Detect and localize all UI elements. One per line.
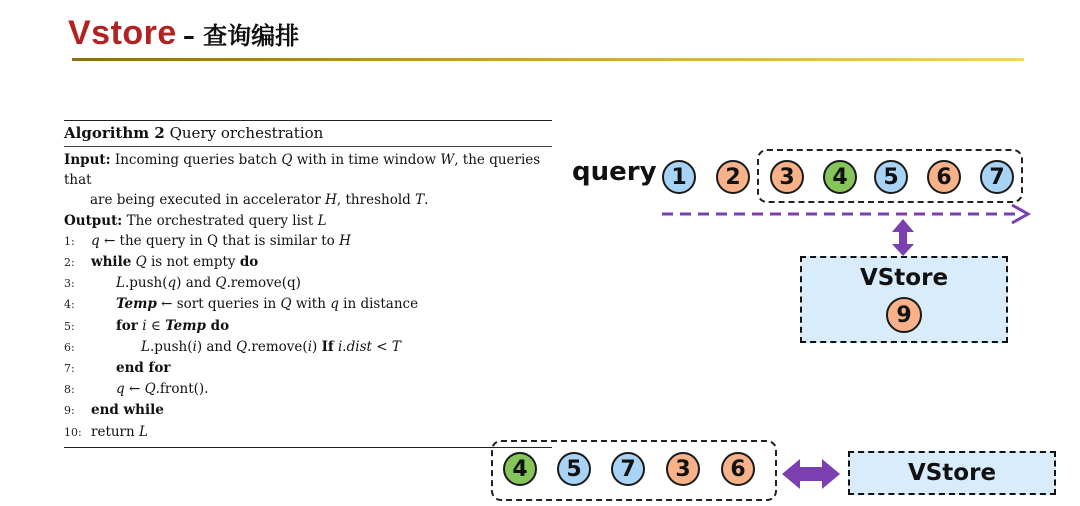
code-keyword: do xyxy=(205,317,230,334)
code-token: in distance xyxy=(338,296,419,313)
algo-line xyxy=(64,337,552,358)
ordered-query-circle: 6 xyxy=(721,452,755,486)
line-number: 10: xyxy=(64,425,82,439)
ordered-query-circle: 7 xyxy=(611,452,645,486)
algo-line xyxy=(64,316,552,337)
code-token: i xyxy=(307,338,313,355)
ordered-query-circle: 5 xyxy=(557,452,591,486)
line-number: 8: xyxy=(64,383,75,397)
line-number: 9: xyxy=(64,404,75,418)
vstore-query-circle: 9 xyxy=(886,297,922,333)
input-text: . xyxy=(424,192,429,209)
input-text: with in time window xyxy=(296,152,437,168)
line-number: 3: xyxy=(64,277,75,291)
algo-line xyxy=(64,294,552,315)
input-text: , threshold xyxy=(336,192,411,209)
input-label: Input: xyxy=(64,152,111,168)
code-token: L xyxy=(139,423,148,440)
algorithm-box xyxy=(64,120,552,448)
code-token: .push( xyxy=(149,338,193,355)
code-token: q xyxy=(116,381,125,398)
line-number: 5: xyxy=(64,319,75,333)
query-label: query xyxy=(572,157,657,187)
code-keyword: If xyxy=(321,338,334,355)
ordered-query-circle: 3 xyxy=(666,452,700,486)
query-circle: 5 xyxy=(874,160,908,194)
algo-line xyxy=(64,400,552,421)
code-keyword: do xyxy=(239,254,259,271)
algo-line xyxy=(64,379,552,400)
code-token: i xyxy=(192,338,197,355)
algorithm-name: Query orchestration xyxy=(169,124,324,142)
line-number: 1: xyxy=(64,234,75,248)
line-number: 2: xyxy=(64,256,75,270)
algorithm-output xyxy=(64,211,552,231)
code-token: ← sort queries in xyxy=(156,296,281,313)
code-token: ) and xyxy=(176,275,216,292)
code-token: ) and xyxy=(196,338,237,355)
code-token: L xyxy=(141,338,150,355)
output-text: The orchestrated query list xyxy=(126,212,314,229)
line-number: 6: xyxy=(64,340,75,354)
code-token: .push( xyxy=(124,275,168,292)
code-token: Q xyxy=(280,296,292,313)
code-token: Temp xyxy=(165,317,206,334)
code-token: q xyxy=(167,275,177,292)
query-circle: 1 xyxy=(662,160,696,194)
code-keyword: for xyxy=(116,317,138,334)
code-token: Q xyxy=(215,275,227,292)
code-token: .remove(q) xyxy=(226,275,301,292)
code-token: with xyxy=(291,296,331,313)
vstore-bottom-label: VStore xyxy=(907,460,997,486)
query-circle: 3 xyxy=(770,160,804,194)
code-keyword: end for xyxy=(116,360,171,377)
query-circle: 7 xyxy=(980,160,1014,194)
slide-title xyxy=(68,14,299,53)
algorithm-bottom-rule xyxy=(64,447,552,448)
input-text: are being executed in accelerator xyxy=(90,192,321,209)
title-sub: – 查询编排 xyxy=(182,22,300,50)
title-underline xyxy=(72,58,1024,61)
input-var: T xyxy=(415,192,425,209)
algo-line xyxy=(64,252,552,273)
input-text: Incoming queries batch xyxy=(114,152,278,168)
query-circle: 4 xyxy=(823,160,857,194)
algorithm-body xyxy=(64,147,552,443)
code-token: < xyxy=(371,338,392,355)
code-token: Q xyxy=(236,338,248,355)
code-token: q xyxy=(91,232,100,249)
input-var: W xyxy=(440,152,455,168)
code-token: ← xyxy=(124,381,145,398)
code-token: ← the query in Q that is similar to xyxy=(99,232,340,249)
line-number: 7: xyxy=(64,362,75,376)
input-var: H xyxy=(325,192,337,209)
code-token: .remove( xyxy=(247,338,308,355)
ordered-query-circle: 4 xyxy=(503,452,537,486)
input-var: Q xyxy=(281,152,293,168)
algorithm-input xyxy=(64,150,552,190)
output-label: Output: xyxy=(64,212,123,229)
code-keyword: while xyxy=(91,254,132,271)
code-token: Temp xyxy=(116,296,157,313)
query-circle: 2 xyxy=(716,160,750,194)
title-main: Vstore xyxy=(68,14,177,52)
vstore-label: VStore xyxy=(859,265,949,291)
query-circle: 6 xyxy=(927,160,961,194)
code-token: .front(). xyxy=(155,381,209,398)
vstore-bottom-box xyxy=(848,451,1056,495)
algo-line xyxy=(64,422,552,443)
code-token: is not empty xyxy=(146,254,240,271)
line-number: 4: xyxy=(64,298,75,312)
algorithm-heading xyxy=(64,121,552,146)
code-token: q xyxy=(330,296,339,313)
code-token: H xyxy=(339,232,351,249)
code-token: ∈ xyxy=(146,317,166,334)
code-token: Q xyxy=(144,381,156,398)
code-token: Q xyxy=(131,254,147,271)
output-var: L xyxy=(317,212,327,229)
code-keyword: end while xyxy=(91,402,164,419)
code-token: T xyxy=(391,338,401,355)
algo-line xyxy=(64,231,552,252)
algo-line xyxy=(64,358,552,379)
algorithm-input-cont xyxy=(64,190,552,210)
input-text: , the queries that xyxy=(64,152,541,189)
code-token: return xyxy=(91,423,140,440)
code-token: L xyxy=(116,275,125,292)
algorithm-number: Algorithm 2 xyxy=(64,124,165,142)
code-token: ) xyxy=(312,338,322,355)
code-token: i.dist xyxy=(333,338,372,355)
algo-line xyxy=(64,273,552,294)
code-token: i xyxy=(137,317,147,334)
